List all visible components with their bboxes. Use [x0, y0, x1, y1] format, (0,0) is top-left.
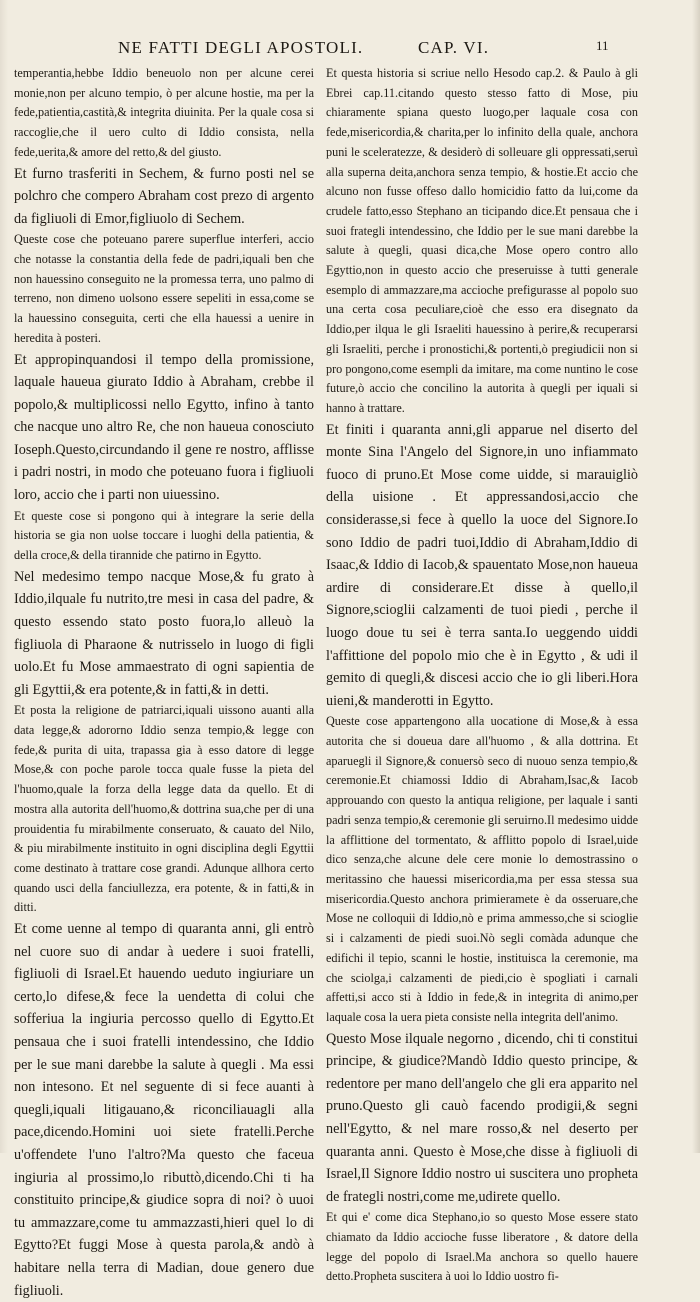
running-title: NE FATTI DEGLI APOSTOLI. [118, 38, 364, 57]
commentary-paragraph: Queste cose appartengono alla uocatione di Mose,& à essa autorita che si doueua dare all'huomo , & alla dottrina. Et aparuegli il Signore,& conuersò seco di nuouo senza tempio,& ceremonie.Et chiamossi Iddio di Abraham,Isac,& Iacob approuando con questo la antiqua religione, per laquale i santi padri senza tempio,& ceremonie gli seruirno.Il medesimo uidde la afflittione del tormentato, & afflitto popolo di Israel,uide dico senza,che alcune dele cere monie lo demostrassino o meritassino che hauessi misericordia,ma per essa stessa sua misericordia.Questo anchora primieramete è da osseruare,che Mose ne colloquii di Iddio,nò e prima ammesso,che si scioglie si i calzamenti de piedi suoi.Nò segli comàda adunque che edifichi il tepio, scanni le hostie, instituisca la ceremonie, ma che sciolga,i calzamenti de piedi,cio è spogliati i carnali affetti,si acco sti à Iddio in fede,& in integrita di animo,per laquale cosa la uera pieta consiste nella integrita dell'animo. [326, 714, 638, 1024]
commentary-paragraph: Queste cose che poteuano parere superflue interferi, accio che notasse la constantia della fede de padri,iquali ben che non hauessino conseguito ne la promessa terra, uno palmo di terreno, non dimeno uolsono essere sepeliti in essa,come se la hauessino conseguita, certi che ella hauessi a uenire in heredita à posteri. [14, 232, 314, 345]
folio-number: 11 [596, 38, 609, 53]
page-inner-shadow [0, 0, 8, 1153]
scripture-paragraph: Et appropinquandosi il tempo della promissione, laquale haueua giurato Iddio à Abraham, crebbe il popolo,& multiplicossi nello Egytto, infino à tanto che nacque uno altro Re, che non haueua conosciuto Ioseph.Questo,circundando il gene re nostro, afflisse i padri nostri, in modo che poteuano fuora i figliuoli loro, accio che i parti non uiuessino. [14, 351, 314, 504]
running-header [0, 38, 700, 64]
chapter-heading: CAP. VI. [418, 38, 490, 57]
commentary-paragraph: Et posta la religione de patriarci,iquali uissono auanti alla data legge,& adororno Iddio senza tempio,& legge con fede,& purita di uita, trapassa gia à esso datore di legge Mose,& con poche parole tocca quale fusse la pieta del l'huomo,quale la forza della legge data da quello. Et di mostra alla autorita dell'huomo,& dottrina sua,che per di una prouidentia fu mirabilmente conseruato, & cauato del Nilo, & piu mirabilmente instituito in ogni disciplina degli Egyttii come destinato à trattare cose grandi. Adunque allhora certo quando usci della fanciullezza, era potente, & in fatti,& in ditti. [14, 703, 314, 915]
scripture-paragraph: Nel medesimo tempo nacque Mose,& fu grato à Iddio,ilquale fu nutrito,tre mesi in casa del padre, & questo essendo stato posto fuora,lo alleuò la figliuola di Pharaone & nutrisselo in luogo di figli uolo.Et fu Mose ammaestrato di ogni sapientia de gli Egyttii,& era potente,& in fatti,& in detti. [14, 568, 314, 698]
right-text-column [326, 64, 638, 1284]
scripture-paragraph: Et finiti i quaranta anni,gli apparue nel diserto del monte Sina l'Angelo del Signore,in uno infiammato fuoco di pruno.Et Mose come uidde, si marauigliò della uisione . Et appressandosi,accio che considerasse,si fece à quello la uoce del Signore.Io sono Iddio de padri tuoi,Iddio di Abraham,Iddio di Isaac,& Iddio di Iacob,& spauentato Mose,non haueua ardire di considerare.Et disse à quello,il Signore,scioglii calzamenti de tuoi piedi , perche il luogo doue tu sei è terra santa.Io ueggendo uiddi l'affittione del popolo mio che è in Egytto , & udi il gemito di quegli,& discesi accio che io gli liberi.Hora uieni,& manderotti in Egytto. [326, 421, 638, 709]
commentary-paragraph: Et questa historia si scriue nello Hesodo cap.2. & Paulo à gli Ebrei cap.11.citando questo stesso fatto di Mose, piu chiaramente spiana questo luogo,per laquale cosa con fede,misericordia,& charita,per lo infinito della quale, anchora puni le sceleratezze, & desiderò di solleuare gli oppressati,seruì alla superna deita,anchora senza tempio, & hostie.Et accio che alcuno non fusse offeso dallo homicidio fatto da lui,come da crudele fatto,esso Stephano an ticipando dice.Et pensaua che i suoi frategli intendessino, che Iddio per le sue mani darebbe la salute à quegli, quasi dica,che Mose opero contro allo Egyttio,non in questo accio che preseruisse à tutti generale esemplo di ammazzare,ma accioche prefigurasse al popolo suo una certa cosa peculiare,cioè che esso era disegnato da Iddio,per ilqua le gli Israeliti hauessino à perire,& recuperarsi gli Israeliti, perche i pronostichi,& portenti,ò pregiudicii non si pro pongono,come esempli da imitare, ma come nuntino le cose future,ò accio che concilino la autorita à quegli per iquali si hanno à trattare. [326, 66, 638, 415]
scripture-paragraph: Questo Mose ilquale negorno , dicendo, chi ti constitui principe, & giudice?Mandò Iddio questo principe, & redentore per mano dell'angelo che gli era apparito nel pruno.Questo gli cauò facendo prodigii,& segni nell'Egytto, & nel mare rosso,& nel deserto per quaranta anni. Questo è Mose,che disse à figliuoli di Israel,Il Signore Iddio nostro ui suscitera uno propheta de frategli nostri,come me,udirete quello. [326, 1030, 638, 1205]
commentary-paragraph: Et queste cose si pongono qui à integrare la serie della historia se gia non uolse toccare i luoghi della patientia, & della croce,& della tirannide che patirno in Egytto. [14, 508, 314, 563]
page-edge-shadow [692, 0, 700, 1153]
scripture-paragraph: Et furno trasferiti in Sechem, & furno posti nel se polchro che compero Abraham cost prezo di argento da figliuoli di Emor,figliuolo di Sechem. [14, 165, 314, 227]
left-text-column [14, 64, 314, 1299]
scripture-paragraph: Et come uenne al tempo di quaranta anni, gli entrò nel cuore suo di andar à uedere i suoi fratelli, figliuoli di Israel.Et hauendo ueduto ingiuriare un certo,lo difese,& fece la uendetta di colui che sofferiua la ingiuria percosso quello di Egytto.Et pensaua che i suoi fratelli intendessino, che Iddio per le sue mani darebbe la salute à quegli . Ma essi non intesono. Et nel seguente di si fece auanti à quegli,iquali litigauano,& riconciliauagli alla pace,dicendo.Homini uoi siete fratelli.Perche u'offendete l'uno l'altro?Ma questo che faceua ingiuria al prossimo,lo ributtò,dicendo.Chi ti ha constituito principe,& giudice sopra di noi? ò uuoi tu ammazzare,come tu ammazzasti,hieri quel lo di Egytto?Et fuggi Mose à questa parola,& andò à habitare nella terra di Madian, doue genero due figliuoli. [14, 921, 314, 1299]
commentary-paragraph: Et qui e' come dica Stephano,io so questo Mose essere stato chiamato da Iddio accioche fusse liberatore , & datore della legge del popolo di Israel.Ma anchora so quello hauere detto.Propheta suscitera à uoi lo Iddio uostro fi- [326, 1210, 638, 1284]
commentary-paragraph: temperantia,hebbe Iddio beneuolo non per alcune cerei monie,non per alcuno tempio, ò per alcune hostie, ma per la fede,patientia,castità,& integrita diuinita. Per la quale cosa si raccoglie,che il uero culto di Iddio consista, nella fede,uerita,& amore del retto,& del giusto. [14, 66, 314, 159]
